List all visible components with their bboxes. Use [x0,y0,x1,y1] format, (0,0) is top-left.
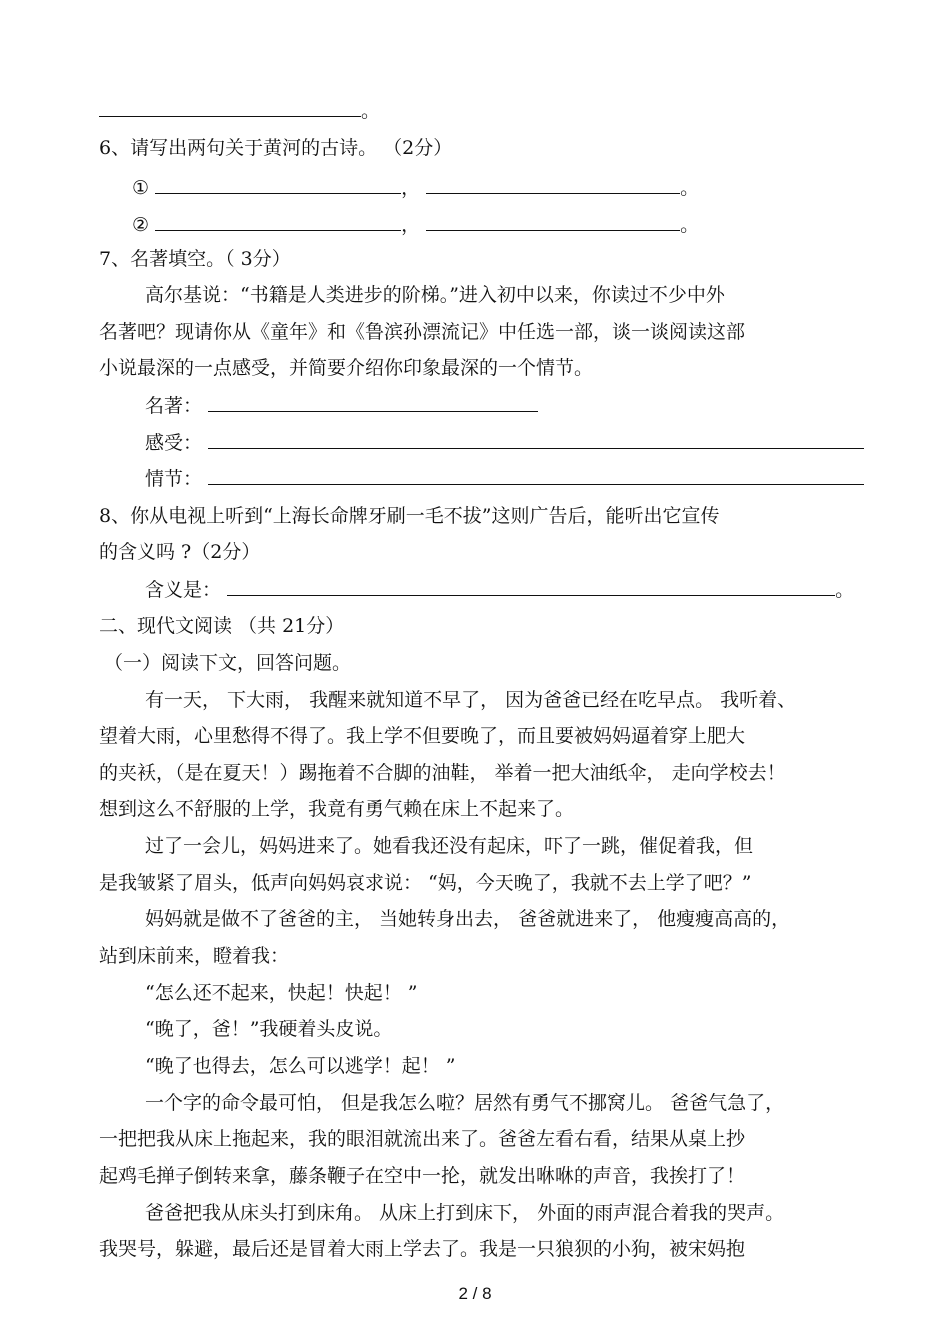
passage-line: 有一天， 下大雨， 我醒来就知道不早了， 因为爸爸已经在吃早点。 我听着、 [145,689,797,711]
passage-line: 站到床前来，瞪着我： [99,945,290,967]
page-number: 2 / 8 [458,1284,492,1303]
book-name-blank[interactable] [208,393,538,412]
q7-paragraph-line: 小说最深的一点感受，并简要介绍你印象最深的一个情节。 [99,357,594,379]
q7-field-book: 名著： [145,393,538,418]
q6-title: 6、请写出两句关于黄河的古诗。 （2分） [99,137,453,159]
passage-line: 的夹袄，（是在夏天！）踢拖着不合脚的油鞋， 举着一把大油纸伞， 走向学校去！ [99,762,786,784]
answer-blank[interactable] [155,212,401,231]
passage-line: 一把把我从床上拖起来，我的眼泪就流出来了。爸爸左看右看，结果从桌上抄 [99,1128,746,1150]
passage-line: 是我皱紧了眉头，低声向妈妈哀求说： “妈，今天晚了，我就不去上学了吧？” [99,872,752,894]
answer-blank[interactable] [426,175,680,194]
passage-line: “怎么还不起来，快起！快起！ ” [145,982,418,1004]
q5-answer-line: 。 [99,98,380,123]
q7-title: 7、名著填空。（ 3分） [99,248,291,270]
passage-line: 过了一会儿，妈妈进来了。她看我还没有起床，吓了一跳，催促着我，但 [145,835,754,857]
passage-line: “晚了，爸！”我硬着头皮说。 [145,1018,393,1040]
passage-line: 一个字的命令最可怕， 但是我怎么啦？居然有勇气不挪窝儿。 爸爸气急了， [145,1092,785,1114]
q7-paragraph-line: 高尔基说：“书籍是人类进步的阶梯。”进入初中以来，你读过不少中外 [145,284,725,306]
subsection-title: （一）阅读下文，回答问题。 [104,652,352,674]
q8-answer: 含义是： 。 [145,579,855,601]
passage-line: 起鸡毛掸子倒转来拿，藤条鞭子在空中一抡，就发出咻咻的声音，我挨打了！ [99,1165,746,1187]
q7-paragraph-line: 名著吧？现请你从《童年》和《鲁滨孙漂流记》中任选一部，谈一谈阅读这部 [99,321,746,343]
q6-item-1: ① ， 。 [132,177,700,199]
plot-blank[interactable] [208,466,864,485]
answer-blank[interactable] [426,212,680,231]
passage-line: “晚了也得去，怎么可以逃学！起！ ” [145,1055,456,1077]
passage-line: 妈妈就是做不了爸爸的主， 当她转身出去， 爸爸就进来了， 他瘦瘦高高的， [145,908,791,930]
q8-line-1: 8、你从电视上听到“上海长命牌牙刷一毛不拔”这则广告后，能听出它宣传 [99,505,720,527]
q7-field-feeling: 感受： [145,430,864,455]
q7-field-plot: 情节： [145,466,864,491]
answer-blank[interactable] [99,98,361,117]
feeling-blank[interactable] [208,430,864,449]
meaning-blank[interactable] [227,577,835,596]
section-title: 二、现代文阅读 （共 21分） [99,615,345,637]
passage-line: 我哭号，躲避，最后还是冒着大雨上学去了。我是一只狼狈的小狗，被宋妈抱 [99,1238,746,1260]
answer-blank[interactable] [155,175,401,194]
passage-line: 爸爸把我从床头打到床角。 从床上打到床下， 外面的雨声混合着我的哭声。 [145,1202,785,1224]
q6-item-2: ② ， 。 [132,214,700,236]
passage-line: 想到这么不舒服的上学，我竟有勇气赖在床上不起来了。 [99,798,575,820]
passage-line: 望着大雨，心里愁得不得了。我上学不但要晚了，而且要被妈妈逼着穿上肥大 [99,725,746,747]
q8-line-2: 的含义吗 ?（2分） [99,541,261,563]
